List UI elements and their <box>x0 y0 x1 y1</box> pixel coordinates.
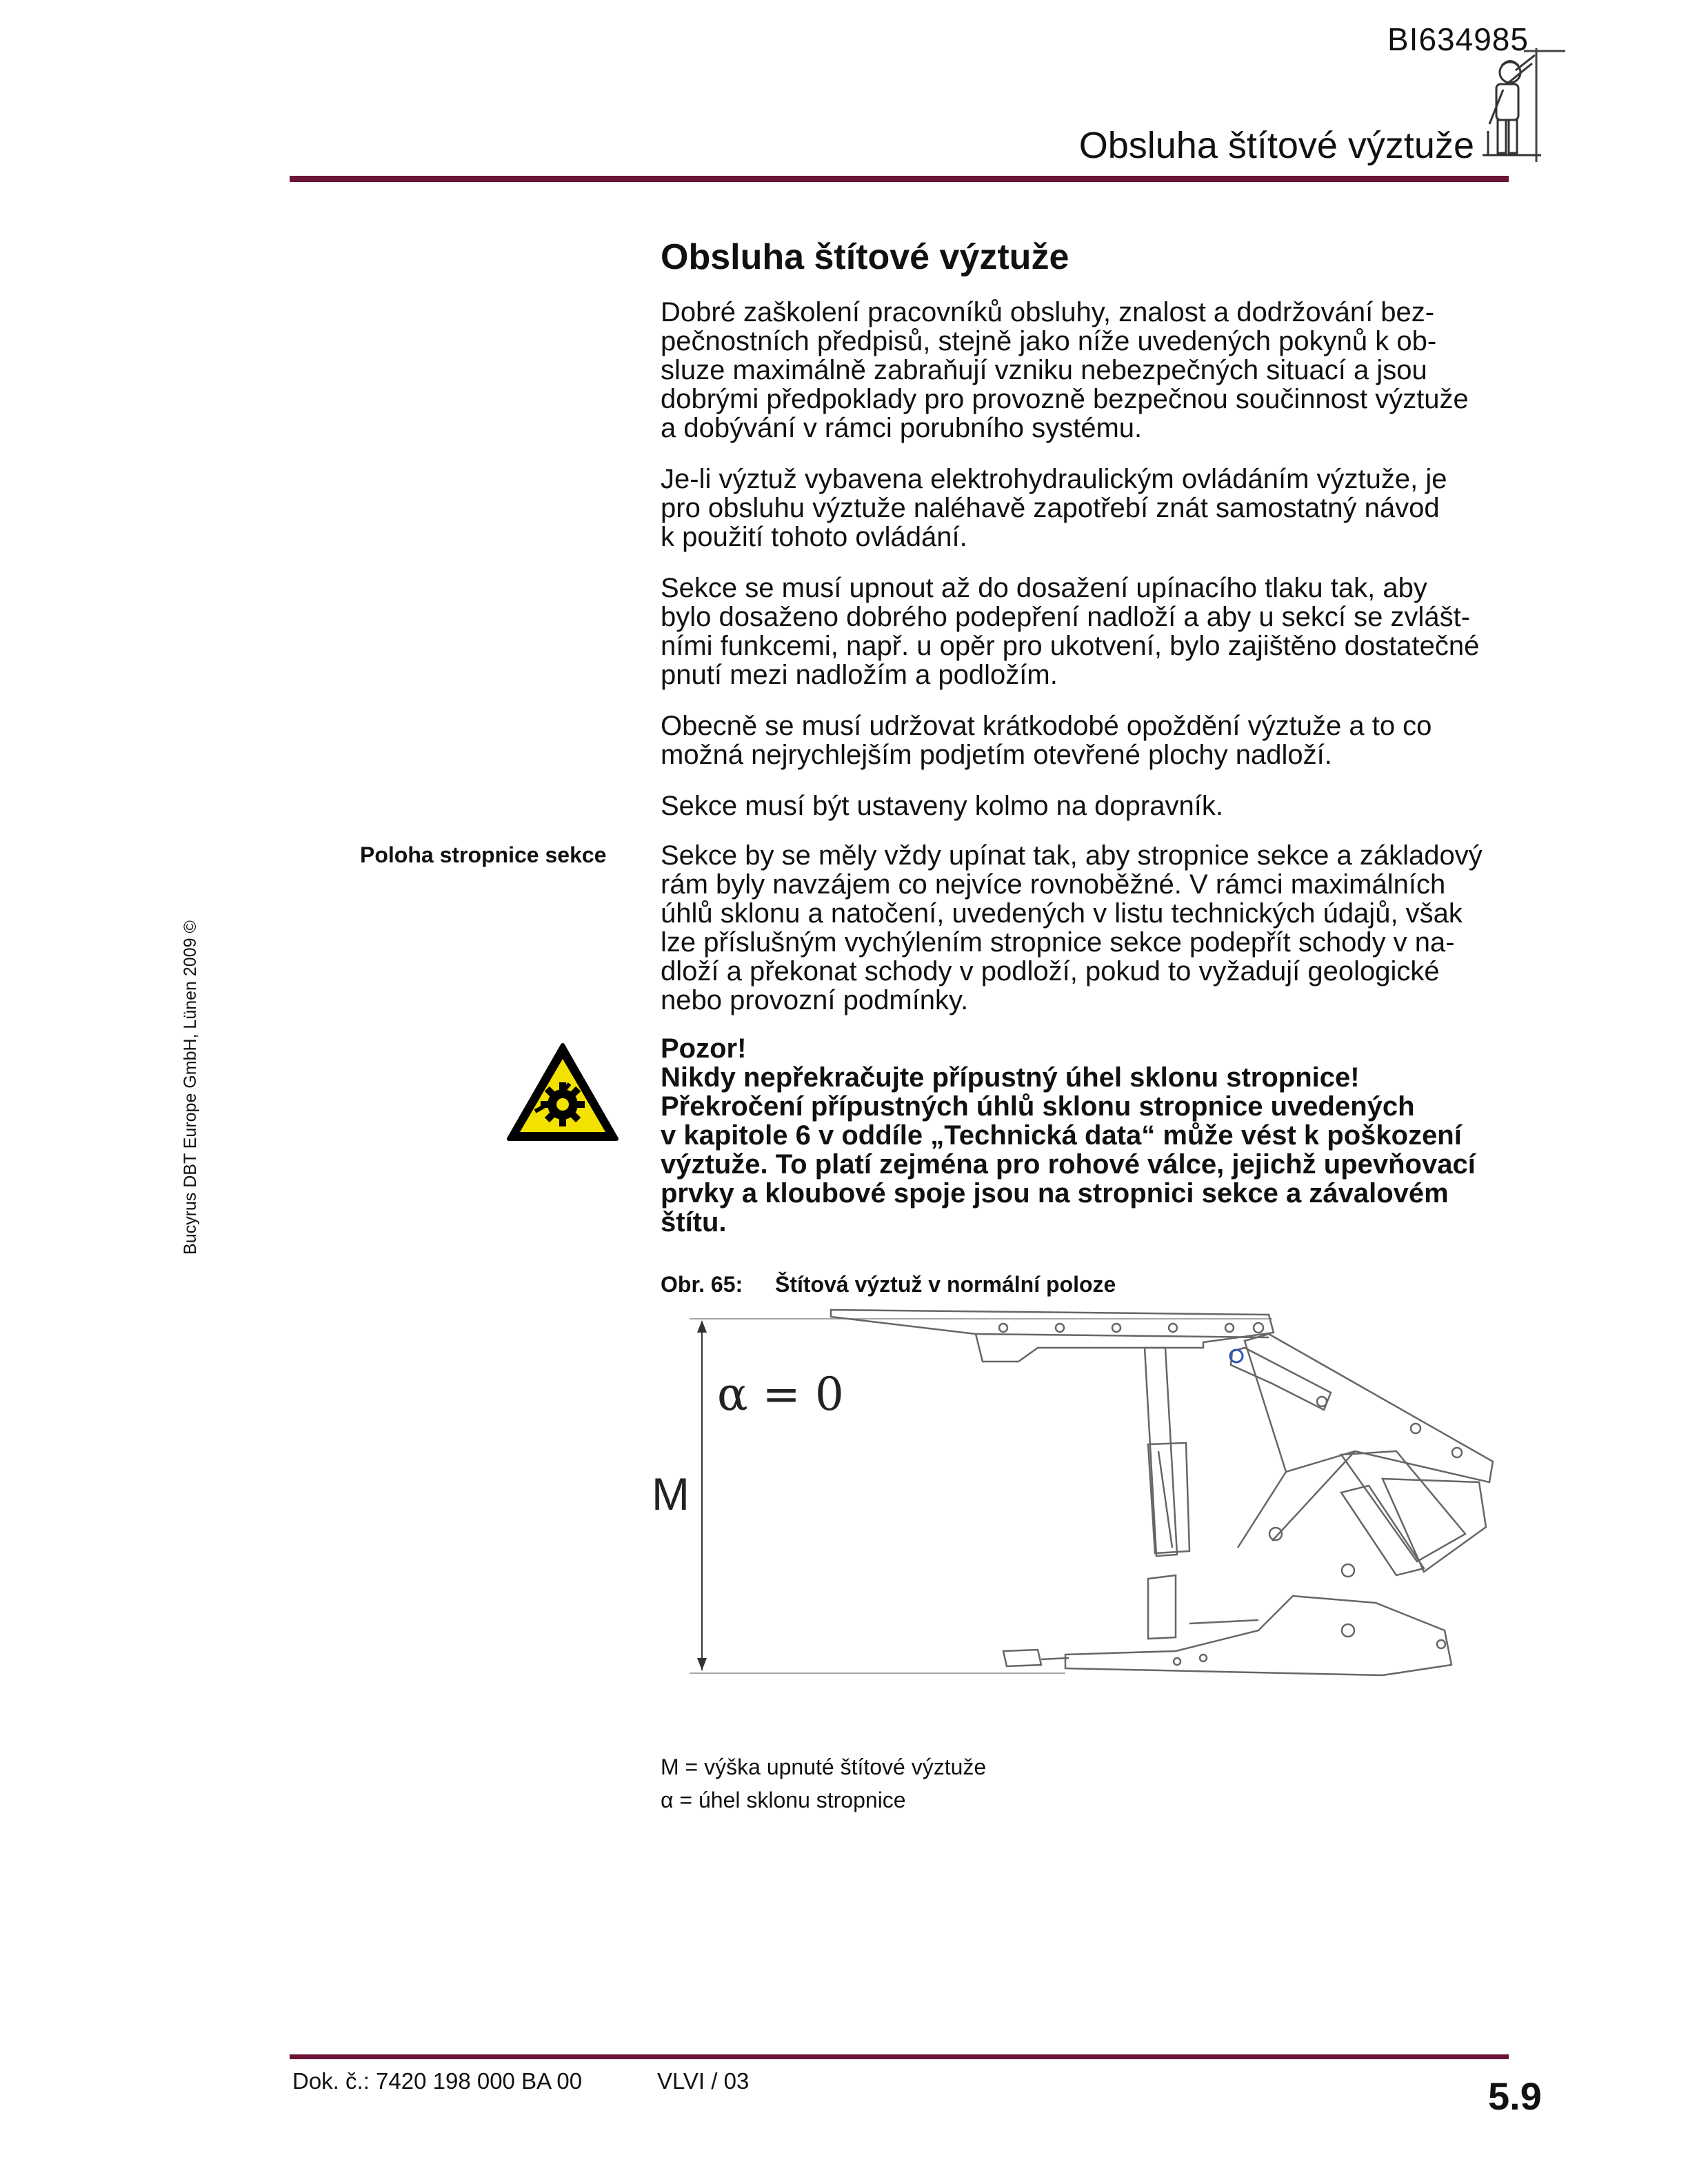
text-line: Sekce by se měly vždy upínat tak, aby stropnice sekce a základový <box>661 840 1483 871</box>
page-title: Obsluha štítové výztuže <box>661 237 1069 277</box>
text-line: nebo provozní podmínky. <box>661 985 969 1015</box>
footer-divider <box>290 2054 1509 2059</box>
text-line: Sekce se musí upnout až do dosažení upínacího tlaku tak, aby <box>661 573 1427 603</box>
text-line: sluze maximálně zabraňují vzniku nebezpečných situací a jsou <box>661 355 1427 385</box>
text-line: pečnostních předpisů, stejně jako níže uvedených pokynů k ob- <box>661 326 1437 356</box>
figure-title: Štítová výztuž v normální poloze <box>775 1272 1116 1297</box>
paragraph-electrohydraulic <box>661 465 1516 552</box>
figure-number: Obr. 65: <box>661 1272 743 1297</box>
copyright-notice: Bucyrus DBT Europe GmbH, Lünen 2009 © <box>181 920 200 1255</box>
text-line: rám byly navzájem co nejvíce rovnoběžné. V rámci maximálních <box>661 869 1446 900</box>
text-line: možná nejrychlejším podjetím otevřené plochy nadloží. <box>661 740 1332 770</box>
warning-line: Nikdy nepřekračujte přípustný úhel sklonu stropnice! <box>661 1062 1360 1093</box>
header-title: Obsluha štítové výztuže <box>1078 125 1474 166</box>
text-line: Dobré zaškolení pracovníků obsluhy, znalost a dodržování bez- <box>661 297 1435 327</box>
text-line: Sekce musí být ustaveny kolmo na dopravník. <box>661 791 1223 821</box>
warning-title: Pozor! <box>661 1033 747 1064</box>
text-line: lze příslušným vychýlením stropnice sekce podepřít schody v na- <box>661 927 1455 958</box>
side-label-canopy-position: Poloha stropnice sekce <box>360 842 607 867</box>
paragraph-delay <box>661 711 1516 769</box>
text-line: a dobývání v rámci porubního systému. <box>661 413 1143 443</box>
warning-line: štítu. <box>661 1207 727 1237</box>
shield-support-diagram <box>652 1306 1500 1692</box>
figure-caption <box>661 1272 1116 1297</box>
text-line: Obecně se musí udržovat krátkodobé opoždění výztuže a to co <box>661 711 1432 741</box>
header-divider <box>290 176 1509 182</box>
warning-line: výztuže. To platí zejména pro rohové válce, jejichž upevňovací <box>661 1149 1476 1180</box>
text-line: úhlů sklonu a natočení, uvedených v listu technických údajů, však <box>661 898 1463 929</box>
document-id: BI634985 <box>1387 21 1529 57</box>
text-line: bylo dosaženo dobrého podepření nadloží a aby u sekcí se zvlášt- <box>661 602 1471 632</box>
legend-alpha: α = úhel sklonu stropnice <box>661 1788 906 1812</box>
warning-line: prvky a kloubové spoje jsou na stropnici sekce a závalovém <box>661 1178 1449 1209</box>
text-line: dloží a překonat schody v podloží, pokud to vyžadují geologické <box>661 956 1440 987</box>
legend-height: M = výška upnuté štítové výztuže <box>661 1755 987 1779</box>
warning-triangle-icon <box>505 1041 621 1144</box>
text-line: ními funkcemi, např. u opěr pro ukotvení, bylo zajištěno dostatečné <box>661 631 1480 661</box>
paragraph-perpendicular <box>661 791 1516 820</box>
paragraph-canopy-position <box>661 841 1516 1015</box>
text-line: Je-li výztuž vybavena elektrohydraulickým ovládáním výztuže, je <box>661 464 1447 494</box>
text-line: pro obsluhu výztuže naléhavě zapotřebí znát samostatný návod <box>661 493 1440 523</box>
warning-block <box>661 1034 1516 1237</box>
page-number: 5.9 <box>1488 2074 1542 2118</box>
warning-line: v kapitole 6 v oddíle „Technická data“ může vést k poškození <box>661 1120 1462 1151</box>
paragraph-training <box>661 298 1516 443</box>
text-line: dobrými předpoklady pro provozně bezpečnou součinnost výztuže <box>661 384 1469 414</box>
text-line: pnutí mezi nadložím a podložím. <box>661 660 1058 690</box>
footer-document-number: Dok. č.: 7420 198 000 BA 00 <box>292 2068 583 2094</box>
worker-icon <box>1476 41 1565 179</box>
height-label: M <box>652 1468 690 1519</box>
alpha-label: α = 0 <box>717 1368 844 1421</box>
footer-revision: VLVI / 03 <box>657 2068 750 2094</box>
text-line: k použití tohoto ovládání. <box>661 522 967 552</box>
warning-line: Překročení přípustných úhlů sklonu stropnice uvedených <box>661 1091 1415 1122</box>
paragraph-setting-pressure <box>661 574 1516 689</box>
